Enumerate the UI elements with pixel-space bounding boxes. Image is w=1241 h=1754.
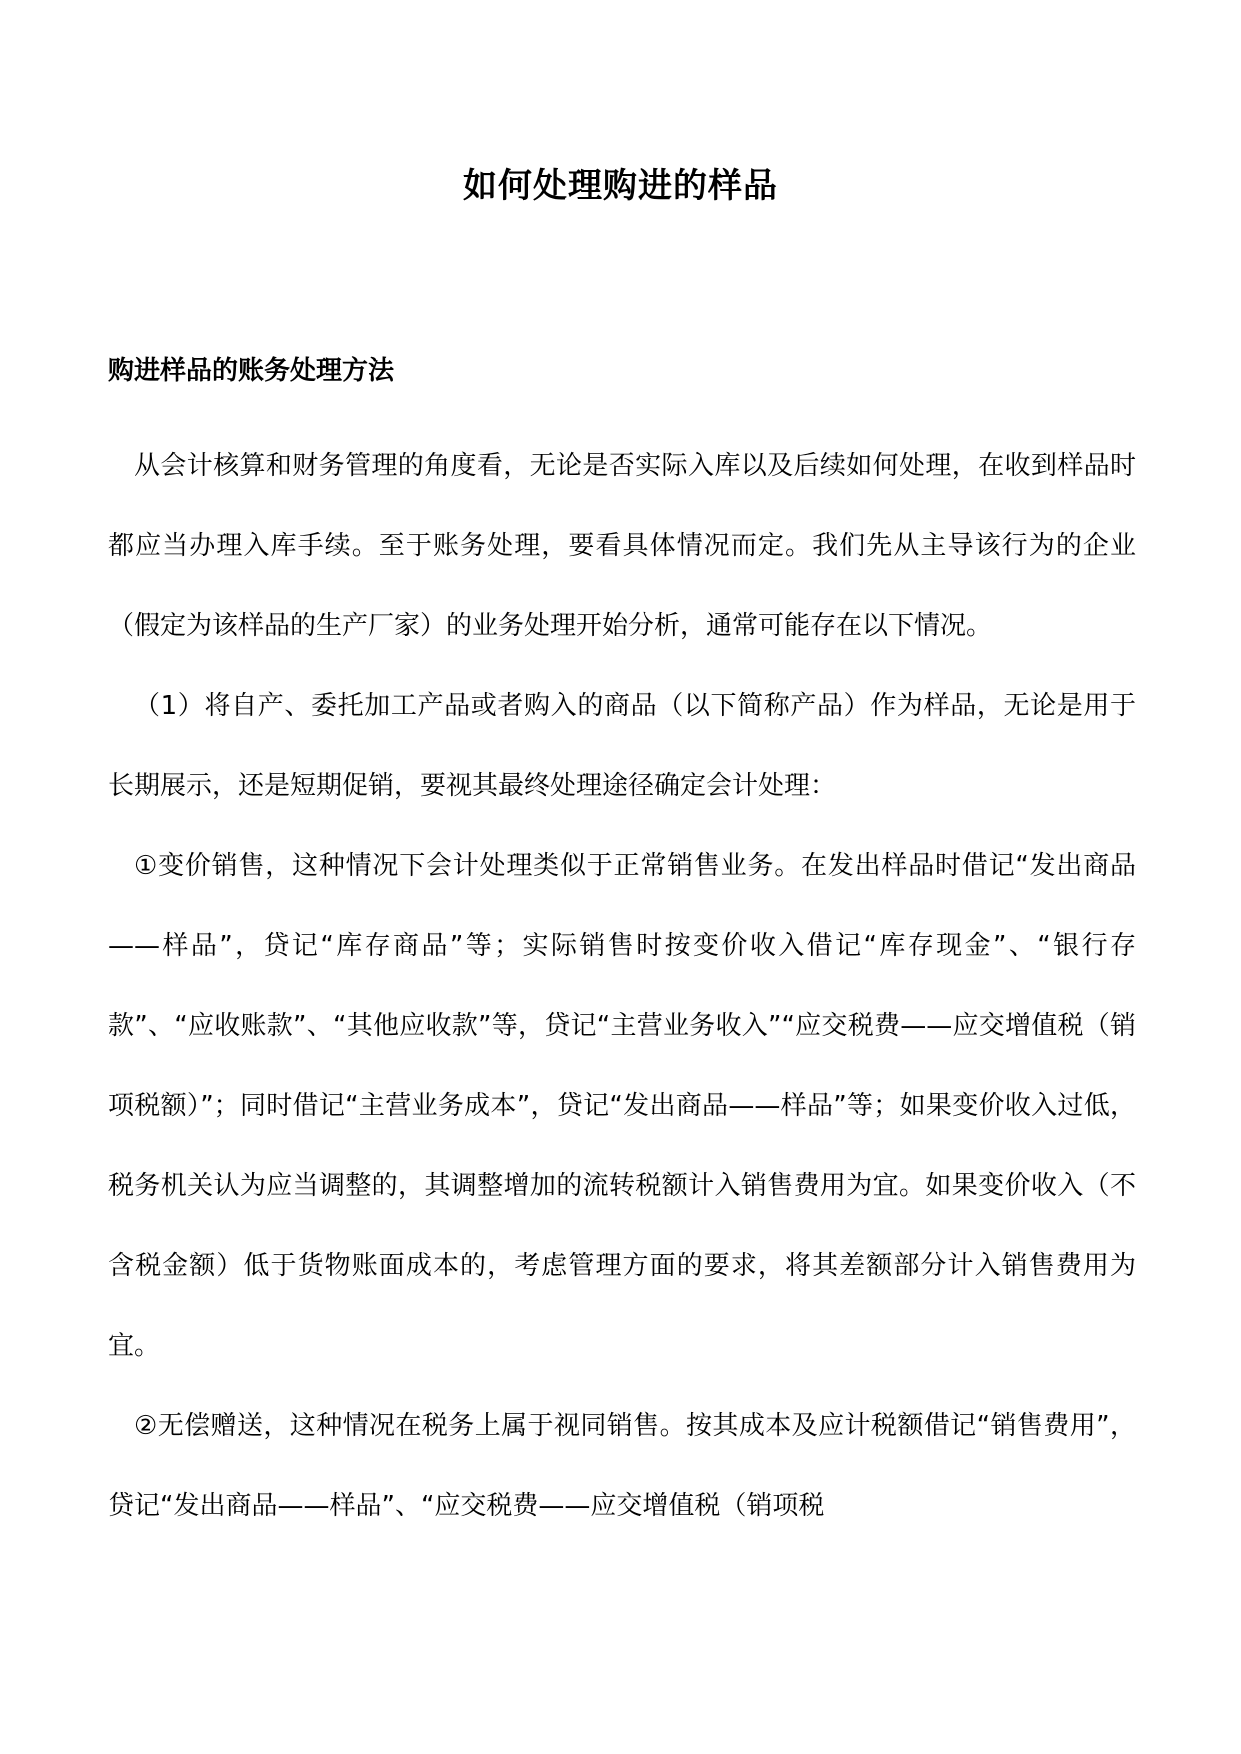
paragraph: （1）将自产、委托加工产品或者购入的商品（以下简称产品）作为样品，无论是用于长期展示，还是短期促销，要视其最终处理途径确定会计处理： — [108, 691, 1136, 801]
paragraph: 从会计核算和财务管理的角度看，无论是否实际入库以及后续如何处理，在收到样品时都应当办理入库手续。至于账务处理，要看具体情况而定。我们先从主导该行为的企业（假定为该样品的生产厂家）的业务处理开始分析，通常可能存在以下情况。 — [108, 451, 1136, 641]
document-body — [108, 426, 1136, 1546]
document-title: 如何处理购进的样品 — [463, 166, 778, 206]
paragraph: ②无偿赠送，这种情况在税务上属于视同销售。按其成本及应计税额借记“销售费用”，贷记“发出商品——样品”、“应交税费——应交增值税（销项税 — [108, 1411, 1136, 1521]
section-heading: 购进样品的账务处理方法 — [108, 356, 395, 386]
paragraph: ①变价销售，这种情况下会计处理类似于正常销售业务。在发出样品时借记“发出商品——样品”，贷记“库存商品”等；实际销售时按变价收入借记“库存现金”、“银行存款”、“应收账款”、“其他应收款”等，贷记“主营业务收入”“应交税费——应交增值税（销项税额）”；同时借记“主营业务成本”，贷记“发出商品——样品”等；如果变价收入过低，税务机关认为应当调整的，其调整增加的流转税额计入销售费用为宜。如果变价收入（不含税金额）低于货物账面成本的，考虑管理方面的要求，将其差额部分计入销售费用为宜。 — [108, 851, 1136, 1361]
